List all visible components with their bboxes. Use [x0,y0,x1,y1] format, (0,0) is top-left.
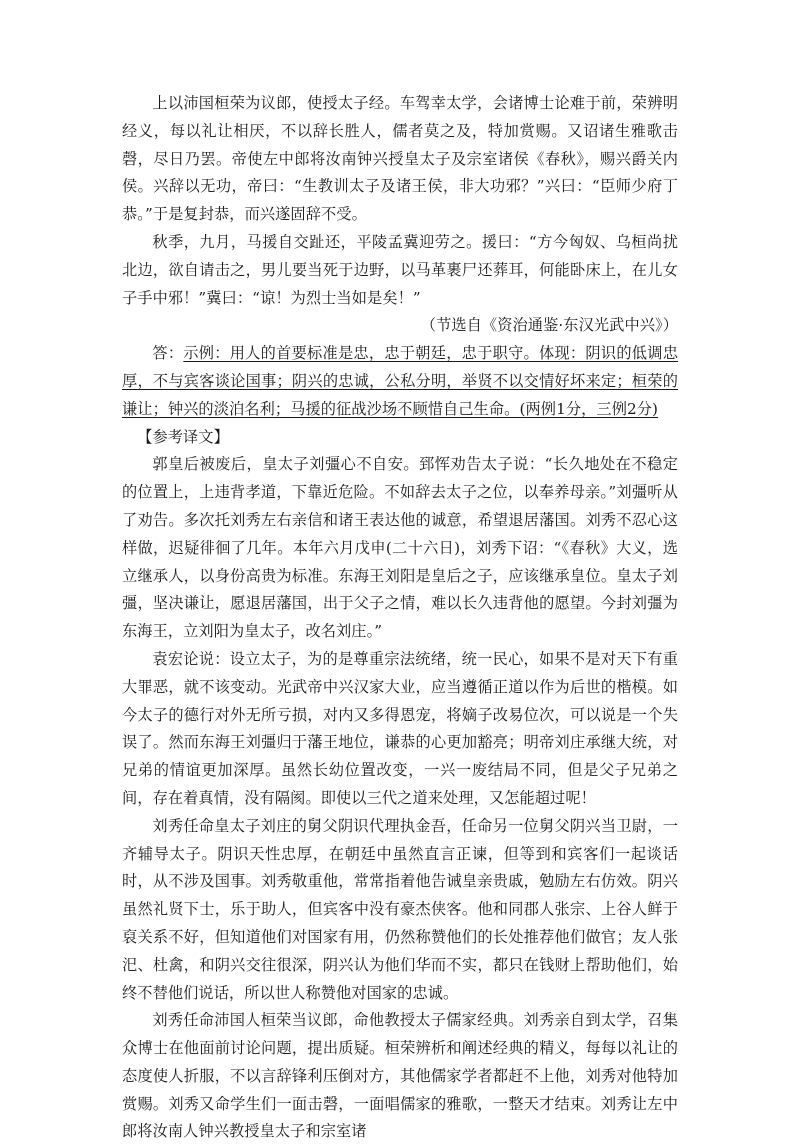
translation-heading: 【参考译文】 [137,427,229,446]
translation-paragraph-4: 刘秀任命沛国人桓荣当议郎，命他教授太子儒家经典。刘秀亲自到太学，召集众博士在他面前讨论问题，提出质疑。桓荣辨析和阐述经典的精义，每每以礼让的态度使人折服，不以言辞锋利压倒对方，其他儒家学者都赶不上他，刘秀对他特加赏赐。刘秀又命学生们一面击磬，一面唱儒家的雅歌，一整天才结束。刘秀让左中郎将汝南人钟兴教授皇太子和宗室诸 [122,1011,678,1141]
document-page [122,90,678,1146]
original-paragraph-1: 上以沛国桓荣为议郎，使授太子经。车驾幸太学，会诸博士论难于前，荣辨明经义，每以礼让相厌，不以辞长胜人，儒者莫之及，特加赏赐。又诏诸生雅歌击磬，尽日乃罢。帝使左中郎将汝南钟兴授皇太子及宗室诸侯《春秋》，赐兴爵关内侯。兴辞以无功，帝曰：“生教训太子及诸王侯，非大功邪？”兴曰：“臣师少府丁恭。”于是复封恭，而兴遂固辞不受。 [122,94,678,224]
answer-label: 答： [152,344,184,363]
answer-block [122,340,678,423]
source-citation: （节选自《资治通鉴·东汉光武中兴》） [420,316,678,335]
translation-paragraph-3: 刘秀任命皇太子刘庄的舅父阴识代理执金吾，任命另一位舅父阴兴当卫尉，一齐辅导太子。阴识天性忠厚，在朝廷中虽然直言正谏，但等到和宾客们一起谈话时，从不涉及国事。刘秀敬重他，常常指着他告诫皇亲贵戚，勉励左右仿效。阴兴虽然礼贤下士，乐于助人，但宾客中没有豪杰侠客。他和同郡人张宗、上谷人鲜于裒关系不好，但知道他们对国家有用，仍然称赞他们的长处推荐他们做官；友人张汜、杜禽，和阴兴交往很深，阴兴认为他们华而不实，都只在钱财上帮助他们，始终不替他们说话，所以世人称赞他对国家的忠诚。 [122,816,678,1002]
answer-text: 示例：用人的首要标准是忠，忠于朝廷，忠于职守。体现：阴识的低调忠厚，不与宾客谈论国事；阴兴的忠诚，公私分明，举贤不以交情好坏来定；桓荣的谦让；钟兴的淡泊名利；马援的征战沙场不顾惜自己生命。(两例1分，三例2分) [122,344,679,418]
original-paragraph-2: 秋季，九月，马援自交趾还，平陵孟冀迎劳之。援曰：“方今匈奴、乌桓尚扰北边，欲自请击之，男儿要当死于边野，以马革裹尸还葬耳，何能卧床上，在儿女子手中邪！”冀曰：“谅！为烈士当如是矣！” [122,232,678,307]
translation-paragraph-2: 袁宏论说：设立太子，为的是尊重宗法统绪，统一民心，如果不是对天下有重大罪恶，就不该变动。光武帝中兴汉家大业，应当遵循正道以作为后世的楷模。如今太子的德行对外无所亏损，对内又多得恩宠，将嫡子改易位次，可以说是一个失误了。然而东海王刘彊归于藩王地位，谦恭的心更加豁亮；明帝刘庄承继大统，对兄弟的情谊更加深厚。虽然长幼位置改变，一兴一废结局不同，但是父子兄弟之间，存在着真情，没有隔阂。即使以三代之道来处理，又怎能超过呢！ [122,649,678,807]
translation-paragraph-1: 郭皇后被废后，皇太子刘彊心不自安。郅恽劝告太子说：“长久地处在不稳定的位置上，上违背孝道，下靠近危险。不如辞去太子之位，以奉养母亲。”刘彊听从了劝告。多次托刘秀左右亲信和诸王表达他的诚意，希望退居藩国。刘秀不忍心这样做，迟疑徘徊了几年。本年六月戊申(二十六日)，刘秀下诏：“《春秋》大义，选立继承人，以身份高贵为标准。东海王刘阳是皇后之子，应该继承皇位。皇太子刘彊，坚决谦让，愿退居藩国，出于父子之情，难以长久违背他的愿望。今封刘彊为东海王，立刘阳为皇太子，改名刘庄。” [122,455,678,641]
